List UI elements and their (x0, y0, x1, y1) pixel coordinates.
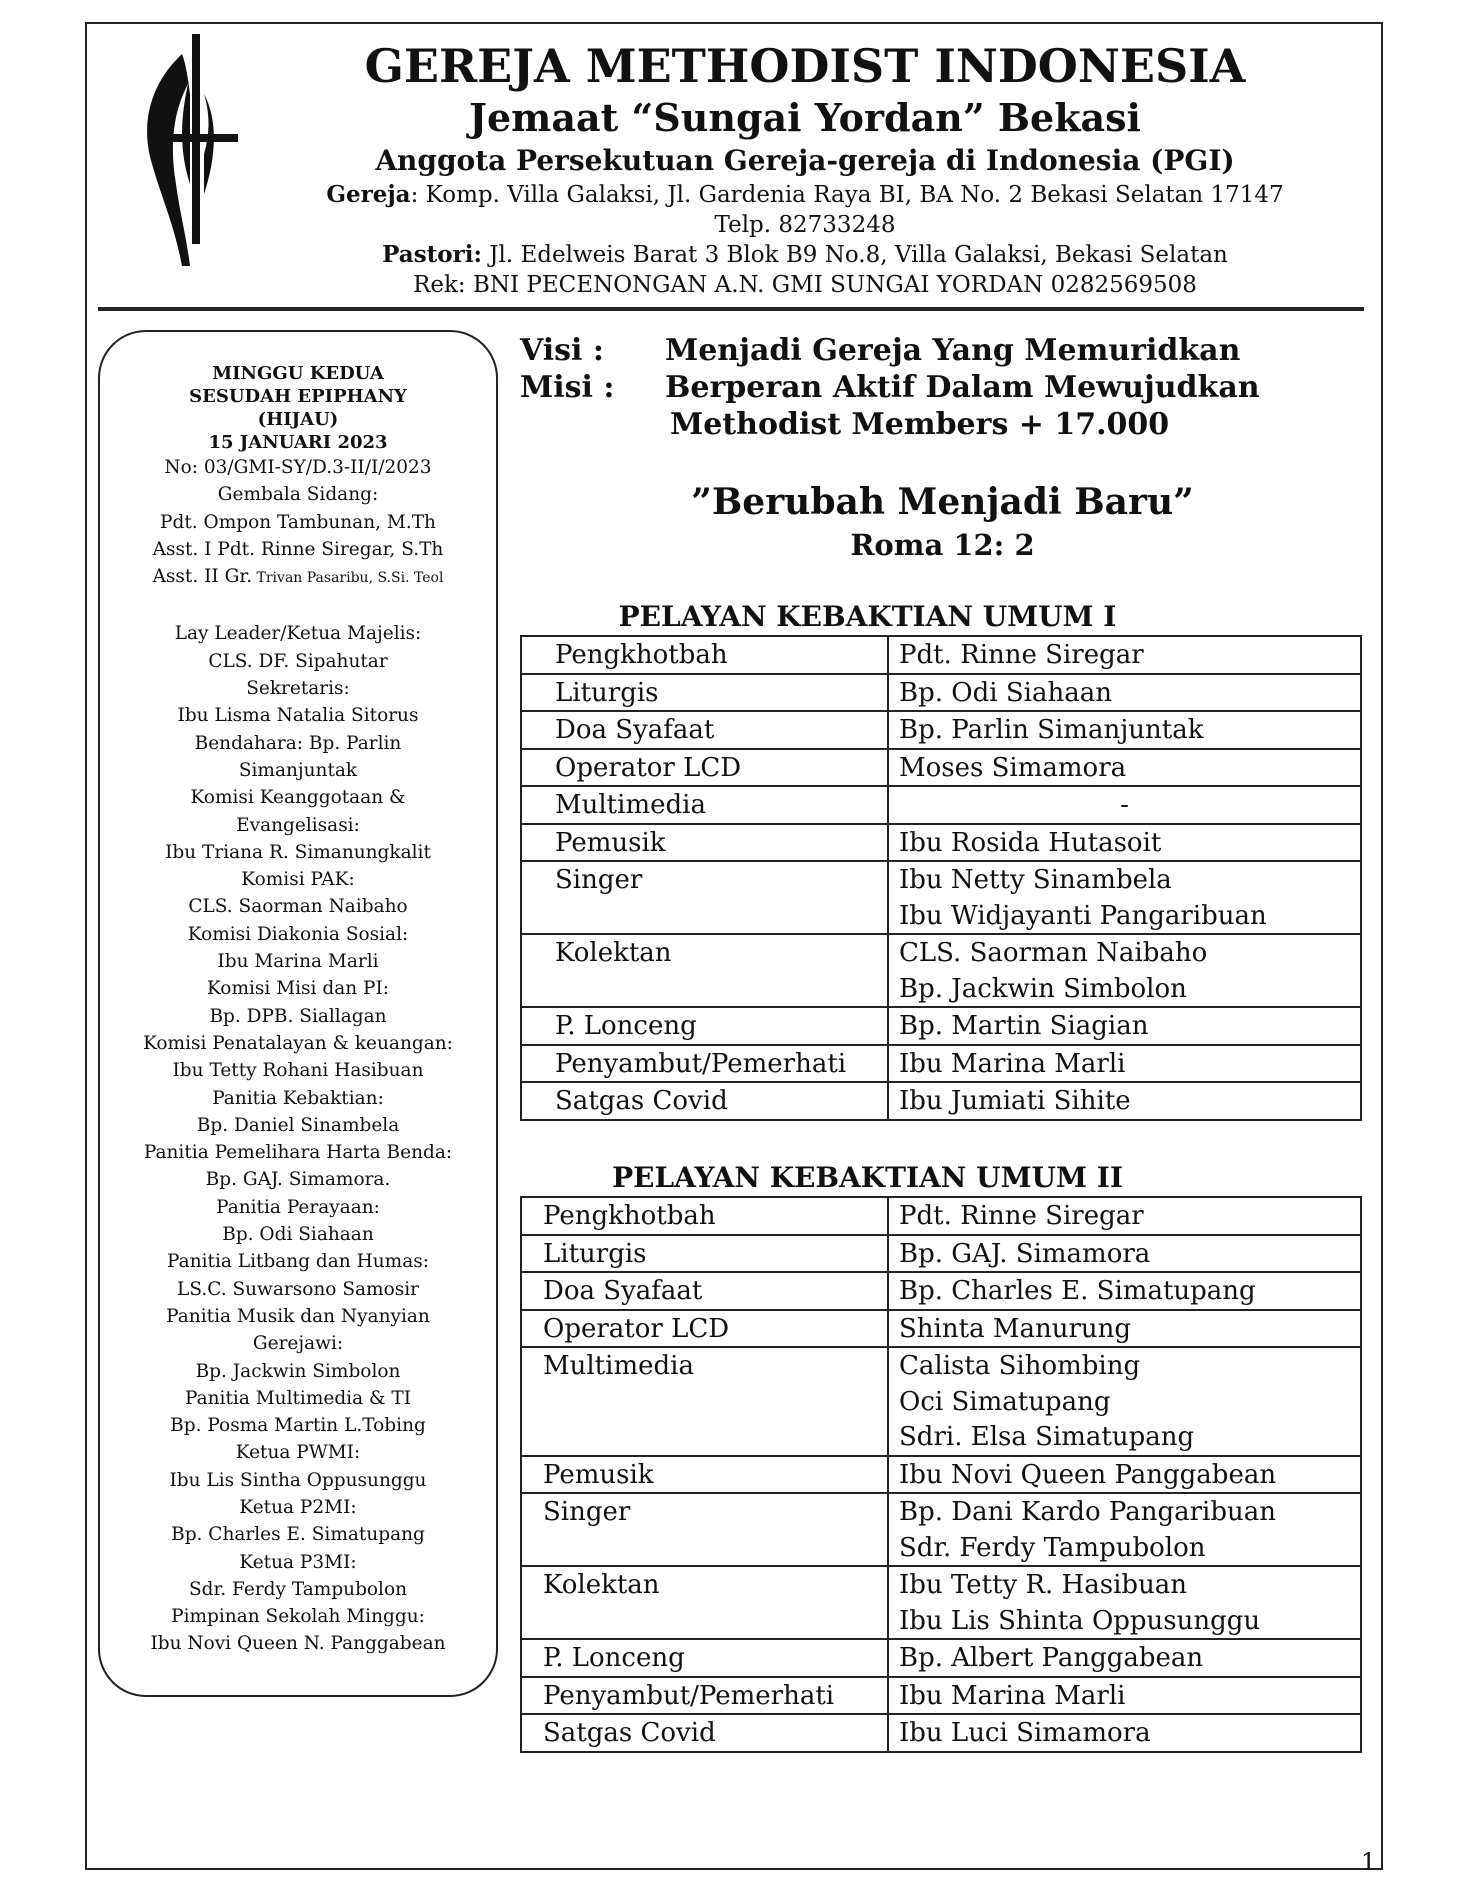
person-cell (888, 1347, 1361, 1456)
table-row (521, 1714, 1361, 1752)
person-cell (888, 674, 1361, 712)
service1-table (520, 635, 1362, 1121)
role-name: Pengkhotbah (543, 1201, 716, 1231)
role-cell (521, 824, 888, 862)
role-name: Operator LCD (555, 752, 742, 783)
sidebar-line: Ibu Lis Sintha Oppusunggu (169, 1469, 427, 1491)
person-name: Ibu Tetty R. Hasibuan (899, 1570, 1188, 1600)
role-name: Pengkhotbah (555, 640, 728, 670)
person-name: Ibu Marina Marli (899, 1048, 1126, 1079)
sidebar-line: Ibu Tetty Rohani Hasibuan (172, 1060, 424, 1082)
sidebar-line: LS.C. Suwarsono Samosir (177, 1278, 419, 1300)
person-cell (888, 786, 1361, 824)
person-cell (888, 1235, 1361, 1273)
letterhead (240, 38, 1370, 300)
table-row (521, 1235, 1361, 1273)
person-cell (888, 861, 1361, 934)
sidebar-line: CLS. Saorman Naibaho (188, 896, 408, 918)
parsonage-address: Pastori: Jl. Edelweis Barat 3 Blok B9 No.8, Villa Galaksi, Bekasi Selatan (382, 241, 1228, 268)
person-name: Ibu Lis Shinta Oppusunggu (899, 1605, 1261, 1636)
person-name: - (1120, 790, 1129, 820)
role-cell (521, 749, 888, 787)
vision-text: Menjadi Gereja Yang Memuridkan (665, 333, 1241, 368)
person-cell (888, 824, 1361, 862)
sidebar-line: Ketua P2MI: (239, 1496, 357, 1518)
role-name: Multimedia (555, 790, 706, 820)
congregation-name: Jemaat “Sungai Yordan” Bekasi (469, 95, 1141, 140)
sidebar-line: Komisi Misi dan PI: (206, 978, 390, 1000)
table-row (521, 636, 1361, 674)
sidebar-line: Sdr. Ferdy Tampubolon (188, 1578, 408, 1600)
person-name: Bp. Odi Siahaan (899, 677, 1112, 708)
person-cell (888, 1197, 1361, 1235)
service1-title: PELAYAN KEBAKTIAN UMUM I (618, 600, 1117, 633)
sidebar-line: Bp. Charles E. Simatupang (171, 1524, 425, 1546)
sidebar-line: Lay Leader/Ketua Majelis: (174, 623, 422, 645)
role-name: Liturgis (555, 677, 659, 708)
role-cell (521, 1235, 888, 1273)
membership-line: Anggota Persekutuan Gereja-gereja di Indonesia (PGI) (375, 144, 1235, 177)
person-name: Bp. Jackwin Simbolon (899, 973, 1187, 1004)
role-name: Kolektan (555, 938, 672, 968)
mission-label: Misi : (520, 370, 615, 405)
sidebar-line: Ketua PWMI: (235, 1442, 361, 1464)
sidebar-officer-list (100, 620, 496, 1657)
theme-title: ”Berubah Menjadi Baru” (691, 481, 1194, 523)
service2-title: PELAYAN KEBAKTIAN UMUM II (612, 1161, 1123, 1194)
person-name: Bp. GAJ. Simamora (899, 1238, 1151, 1269)
phone: Telp. 82733248 (714, 212, 896, 238)
role-cell (521, 1045, 888, 1083)
header-divider (98, 307, 1364, 311)
person-name: Ibu Marina Marli (899, 1680, 1126, 1711)
sidebar-line: Komisi Keanggotaan & (190, 787, 406, 809)
person-name: Bp. Charles E. Simatupang (899, 1276, 1256, 1306)
mission-text-2: Methodist Members + 17.000 (670, 407, 1170, 442)
role-name: Doa Syafaat (543, 1276, 703, 1306)
sidebar-line: Evangelisasi: (236, 814, 360, 836)
role-cell (521, 1272, 888, 1310)
person-cell (888, 1677, 1361, 1715)
sidebar-line: Bp. Odi Siahaan (222, 1224, 374, 1246)
sidebar-line: Bp. Posma Martin L.Tobing (170, 1415, 426, 1437)
table-row (521, 711, 1361, 749)
person-name: Sdri. Elsa Simatupang (899, 1422, 1195, 1452)
role-name: Singer (543, 1497, 631, 1527)
person-name: Pdt. Rinne Siregar (899, 640, 1144, 670)
role-cell (521, 861, 888, 934)
sidebar-line: Panitia Perayaan: (216, 1196, 380, 1218)
sidebar-line: Simanjuntak (238, 759, 358, 781)
role-cell (521, 1310, 888, 1348)
table-row (521, 934, 1361, 1007)
sidebar-line: Panitia Litbang dan Humas: (167, 1251, 429, 1273)
role-name: Operator LCD (543, 1313, 730, 1344)
sidebar-pastor: Pdt. Ompon Tambunan, M.Th (160, 511, 436, 533)
role-cell (521, 1082, 888, 1120)
sidebar-line: Komisi Penatalayan & keuangan: (143, 1032, 453, 1054)
person-name: Sdr. Ferdy Tampubolon (899, 1532, 1206, 1563)
role-name: Multimedia (543, 1351, 694, 1381)
table-row (521, 1197, 1361, 1235)
person-cell (888, 1272, 1361, 1310)
sidebar-date: 15 JANUARI 2023 (208, 432, 388, 453)
person-cell (888, 749, 1361, 787)
person-name: Ibu Netty Sinambela (899, 865, 1172, 895)
role-name: P. Lonceng (543, 1643, 685, 1673)
sidebar-line: Gerejawi: (252, 1333, 344, 1355)
table-row (521, 1310, 1361, 1348)
role-name: Singer (555, 865, 643, 895)
person-cell (888, 636, 1361, 674)
person-name: Ibu Novi Queen Panggabean (899, 1459, 1277, 1490)
bank-account: Rek: BNI PECENONGAN A.N. GMI SUNGAI YORDAN 0282569508 (413, 272, 1197, 298)
role-cell (521, 1456, 888, 1494)
sidebar-line: Bp. Daniel Sinambela (196, 1114, 400, 1136)
sidebar-line: Komisi Diakonia Sosial: (187, 923, 409, 945)
role-cell (521, 636, 888, 674)
table-row (521, 1566, 1361, 1639)
sidebar-line: Panitia Musik dan Nyanyian (166, 1305, 430, 1327)
sidebar-line: Ibu Triana R. Simanungkalit (165, 841, 431, 863)
sidebar-line: Panitia Kebaktian: (212, 1087, 384, 1109)
sidebar-line: Ibu Novi Queen N. Panggabean (150, 1633, 446, 1655)
person-cell (888, 1566, 1361, 1639)
person-name: Oci Simatupang (899, 1386, 1111, 1417)
sidebar-line: Panitia Multimedia & TI (184, 1387, 412, 1409)
person-name: Shinta Manurung (899, 1313, 1132, 1344)
person-cell (888, 934, 1361, 1007)
sermon-theme (520, 478, 1365, 564)
table-row (521, 1007, 1361, 1045)
table-row (521, 674, 1361, 712)
person-name: Bp. Dani Kardo Pangaribuan (899, 1497, 1276, 1527)
sidebar-season: SESUDAH EPIPHANY (189, 386, 407, 407)
sidebar-color: (HIJAU) (257, 409, 339, 430)
table-row (521, 1677, 1361, 1715)
person-cell (888, 1045, 1361, 1083)
role-name: Satgas Covid (543, 1718, 716, 1748)
service2-table (520, 1196, 1362, 1753)
person-name: Ibu Rosida Hutasoit (899, 827, 1162, 858)
role-cell (521, 1007, 888, 1045)
sidebar-line: Pimpinan Sekolah Minggu: (171, 1606, 425, 1628)
person-name: Ibu Jumiati Sihite (899, 1086, 1131, 1116)
person-name: Bp. Martin Siagian (899, 1011, 1149, 1041)
role-name: Kolektan (543, 1570, 660, 1600)
person-name: Ibu Widjayanti Pangaribuan (899, 900, 1267, 931)
role-cell (521, 1639, 888, 1677)
person-cell (888, 1714, 1361, 1752)
sidebar-line: Sekretaris: (246, 678, 350, 700)
role-cell (521, 1677, 888, 1715)
person-cell (888, 711, 1361, 749)
person-name: Pdt. Rinne Siregar (899, 1201, 1144, 1231)
table-row (521, 1639, 1361, 1677)
role-cell (521, 786, 888, 824)
vision-mission (520, 332, 1260, 443)
role-name: Satgas Covid (555, 1086, 728, 1116)
role-cell (521, 711, 888, 749)
role-cell (521, 1714, 888, 1752)
vision-label: Visi : (520, 333, 604, 368)
person-name: Calista Sihombing (899, 1351, 1141, 1381)
sidebar-number: No: 03/GMI-SY/D.3-II/I/2023 (164, 457, 432, 478)
role-name: P. Lonceng (555, 1011, 697, 1041)
table-row (521, 824, 1361, 862)
theme-reference: Roma 12: 2 (850, 528, 1035, 562)
sidebar-line: CLS. DF. Sipahutar (208, 650, 388, 672)
role-cell (521, 1493, 888, 1566)
cross-and-flame-logo (130, 34, 240, 274)
role-name: Penyambut/Pemerhati (543, 1680, 835, 1711)
role-cell (521, 1347, 888, 1456)
church-address: Gereja: Komp. Villa Galaksi, Jl. Gardenia Raya BI, BA No. 2 Bekasi Selatan 17147 (326, 181, 1284, 208)
table-row (521, 861, 1361, 934)
person-cell (888, 1639, 1361, 1677)
role-cell (521, 934, 888, 1007)
table-row (521, 1082, 1361, 1120)
person-cell (888, 1493, 1361, 1566)
person-cell (888, 1082, 1361, 1120)
person-name: CLS. Saorman Naibaho (899, 938, 1208, 968)
table-row (521, 786, 1361, 824)
sidebar-line: Komisi PAK: (241, 869, 355, 891)
sidebar-week: MINGGU KEDUA (212, 363, 384, 384)
person-name: Bp. Parlin Simanjuntak (899, 715, 1204, 745)
person-name: Moses Simamora (899, 752, 1127, 783)
table-row (521, 1493, 1361, 1566)
sidebar-line: Bendahara: Bp. Parlin (194, 732, 402, 754)
role-name: Pemusik (555, 827, 666, 858)
sidebar-asst2: Asst. II Gr. Trivan Pasaribu, S.Si. Teol (152, 566, 444, 588)
sidebar-line: Bp. DPB. Siallagan (209, 1005, 387, 1027)
mission-text: Berperan Aktif Dalam Mewujudkan (665, 370, 1260, 405)
person-cell (888, 1456, 1361, 1494)
table-row (521, 749, 1361, 787)
sidebar-pastor-label: Gembala Sidang: (217, 484, 379, 506)
sidebar-line: Ketua P3MI: (239, 1551, 357, 1573)
sidebar-line: Panitia Pemelihara Harta Benda: (143, 1142, 453, 1164)
sidebar-line: Ibu Marina Marli (217, 951, 379, 973)
role-name: Penyambut/Pemerhati (555, 1048, 847, 1079)
sidebar-line: Bp. GAJ. Simamora. (205, 1169, 391, 1191)
role-name: Pemusik (543, 1459, 654, 1490)
person-cell (888, 1007, 1361, 1045)
role-name: Liturgis (543, 1238, 647, 1269)
church-title: GEREJA METHODIST INDONESIA (364, 39, 1246, 93)
table-row (521, 1272, 1361, 1310)
sidebar-line: Bp. Jackwin Simbolon (195, 1360, 401, 1382)
role-name: Doa Syafaat (555, 715, 715, 745)
sidebar-line: Ibu Lisma Natalia Sitorus (177, 705, 419, 727)
person-name: Ibu Luci Simamora (899, 1718, 1151, 1748)
table-row (521, 1045, 1361, 1083)
page-number: 1 (1361, 1848, 1377, 1876)
table-row (521, 1347, 1361, 1456)
sidebar-panel (98, 330, 498, 1697)
person-name: Bp. Albert Panggabean (899, 1643, 1204, 1673)
role-cell (521, 1197, 888, 1235)
role-cell (521, 1566, 888, 1639)
role-cell (521, 674, 888, 712)
table-row (521, 1456, 1361, 1494)
person-cell (888, 1310, 1361, 1348)
sidebar-asst1: Asst. I Pdt. Rinne Siregar, S.Th (152, 538, 444, 560)
